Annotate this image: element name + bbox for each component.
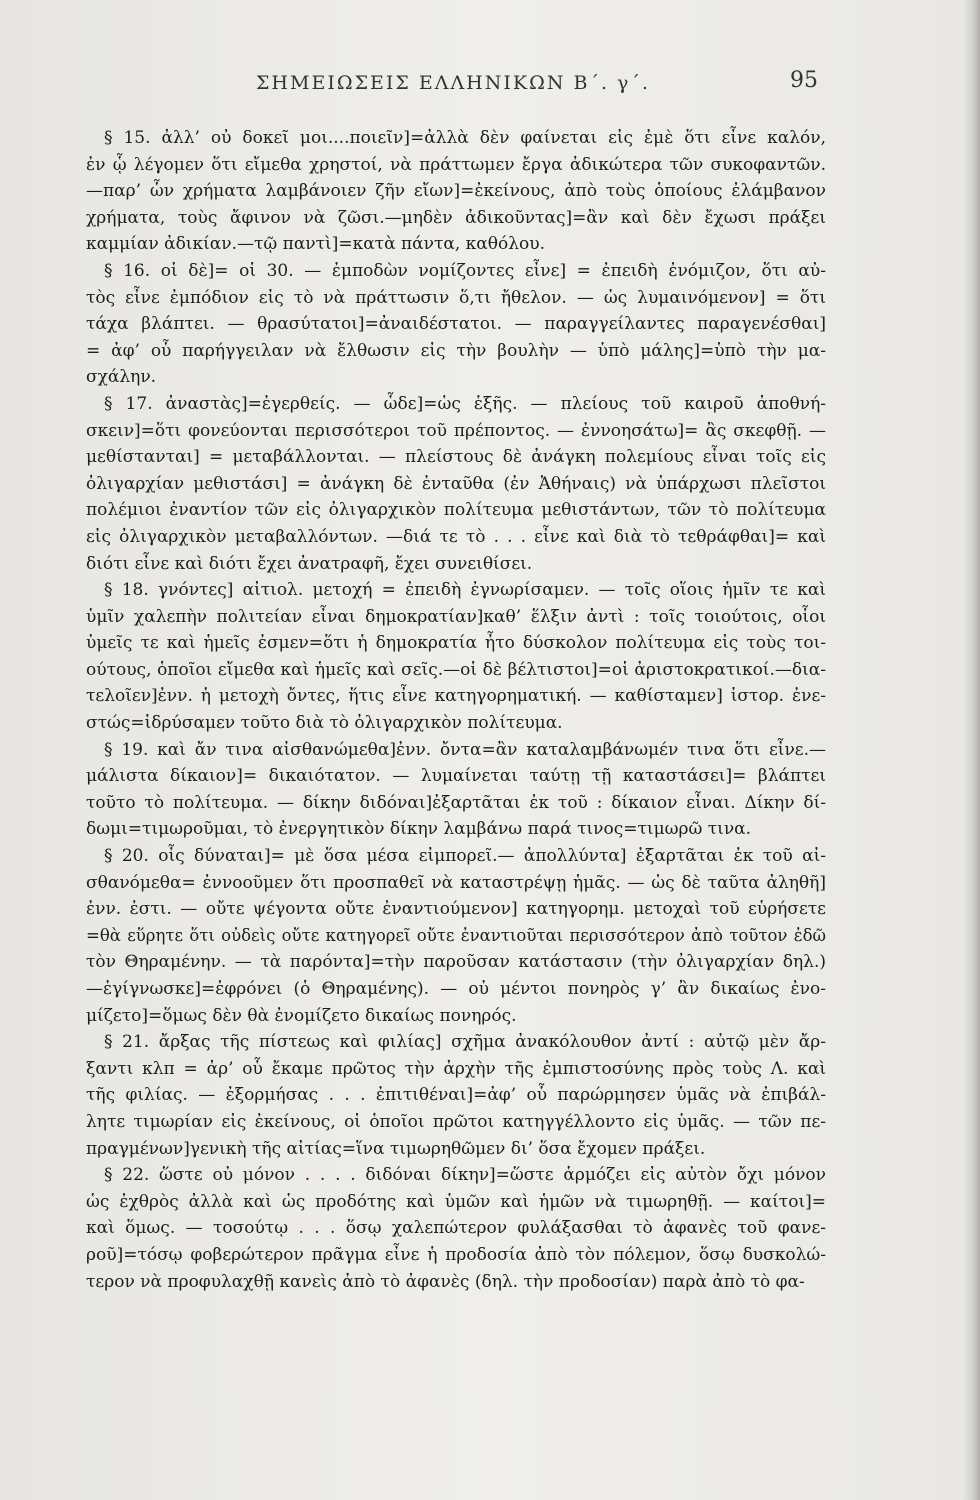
- text-line: τάχα βλάπτει. — θρασύτατοι]=ἀναιδέστατοι. — παραγγείλαντες παραγενέσθαι]: [86, 314, 826, 335]
- text-line: § 18. γνόντες] αἰτιολ. μετοχή = ἐπειδὴ ἐγνωρίσαμεν. — τοῖς οἵοις ἡμῖν τε καὶ: [104, 580, 826, 601]
- paragraph: [86, 391, 826, 577]
- text-line: § 16. οἱ δὲ]= οἱ 30. — ἐμποδὼν νομίζοντες εἶνε] = ἐπειδὴ ἐνόμιζον, ὅτι αὐ-: [104, 260, 826, 281]
- page-header: [86, 68, 826, 108]
- text-line: ούτους, ὁποῖοι εἴμεθα καὶ ἡμεῖς καὶ σεῖς.—οἱ δὲ βέλτιστοι]=οἱ ἀριστοκρατικοί.—δια-: [86, 659, 826, 680]
- text-line: μεθίστανται] = μεταβάλλονται. — πλείστους δὲ ἀνάγκη πολεμίους εἶναι τοῖς εἰς: [86, 447, 826, 468]
- text-line: χρήματα, τοὺς ἄφινον νὰ ζῶσι.—μηδὲν ἀδικοῦντας]=ἂν καὶ δὲν ἔχωσι πράξει: [86, 207, 826, 228]
- text-line: ἐνν. ἐστι. — οὔτε ψέγοντα οὔτε ἐναντιούμενον] κατηγορημ. μετοχαὶ τοῦ εὑρήσετε: [86, 899, 826, 920]
- text-line: ροῦ]=τόσῳ φοβερώτερον πρᾶγμα εἶνε ἡ προδοσία ἀπὸ τὸν πόλεμον, ὅσῳ δυσκολώ-: [86, 1244, 826, 1265]
- text-line: § 17. ἀναστὰς]=ἐγερθείς. — ὧδε]=ὡς ἑξῆς. — πλείους τοῦ καιροῦ ἀποθνή-: [104, 393, 826, 414]
- text-line: μίζετο]=ὅμως δὲν θὰ ἐνομίζετο δικαίως πονηρός.: [86, 1005, 517, 1026]
- running-title: ΣΗΜΕΙΩΣΕΙΣ ΕΛΛΗΝΙΚΩΝ Β΄. γ΄.: [256, 72, 650, 94]
- text-line: § 19. καὶ ἄν τινα αἰσθανώμεθα]ἐνν. ὄντα=ἂν καταλαμβάνωμέν τινα ὅτι εἶνε.—: [104, 739, 826, 760]
- paragraph: [86, 737, 826, 843]
- paragraph: [86, 843, 826, 1029]
- text-line: λητε τιμωρίαν εἰς ἐκείνους, οἱ ὁποῖοι πρῶτοι κατηγγέλλοντο εἰς ὑμᾶς. — τῶν πε-: [86, 1111, 826, 1132]
- text-line: =θὰ εὕρητε ὅτι οὐδεὶς οὔτε κατηγορεῖ οὔτε ἐναντιοῦται περισσότερον ἀπὸ τοῦτον ἐδῶ: [86, 925, 826, 945]
- text-line: ὡς ἐχθρὸς ἀλλὰ καὶ ὡς προδότης καὶ ὑμῶν καὶ ἡμῶν νὰ τιμωρηθῇ. — καίτοι]=: [86, 1191, 826, 1212]
- paragraph: [86, 1029, 826, 1162]
- paragraph: [86, 125, 826, 258]
- text-line: τῆς φιλίας. — ἐξορμήσας . . . ἐπιτιθέναι]=ἀφ’ οὗ παρώρμησεν ὑμᾶς νὰ ἐπιβάλ-: [86, 1085, 826, 1106]
- text-line: τερον νὰ προφυλαχθῇ κανεὶς ἀπὸ τὸ ἀφανὲς (δηλ. τὴν προδοσίαν) παρὰ ἀπὸ τὸ φα-: [86, 1271, 805, 1292]
- text-line: τὸς εἶνε ἐμπόδιον εἰς τὸ νὰ πράττωσιν ὅ,τι ἤθελον. — ὡς λυμαινόμενον] = ὅτι: [86, 287, 826, 308]
- text-line: § 21. ἄρξας τῆς πίστεως καὶ φιλίας] σχῆμα ἀνακόλουθον ἀντί : αὐτῷ μὲν ἄρ-: [104, 1032, 826, 1053]
- text-line: ὀλιγαρχίαν μεθιστάσι] = ἀνάγκη δὲ ἐνταῦθα (ἐν Ἀθήναις) νὰ ὑπάρχωσι πλεῖστοι: [86, 473, 826, 494]
- text-line: τοῦτο τὸ πολίτευμα. — δίκην διδόναι]ἐξαρτᾶται ἐκ τοῦ : δίκαιον εἶναι. Δίκην δί-: [86, 792, 826, 813]
- text-line: ξαντι κλπ = ἀρ’ οὗ ἔκαμε πρῶτος τὴν ἀρχὴν τῆς ἐμπιστοσύνης πρὸς τοὺς Λ. καὶ: [86, 1058, 826, 1079]
- text-line: § 20. οἷς δύναται]= μὲ ὅσα μέσα εἰμπορεῖ.— ἀπολλύντα] ἐξαρτᾶται ἐκ τοῦ αἰ-: [104, 846, 826, 867]
- text-line: στώς=ἱδρύσαμεν τοῦτο διὰ τὸ ὀλιγαρχικὸν πολίτευμα.: [86, 713, 563, 734]
- text-line: σχάλην.: [86, 367, 157, 388]
- text-line: = ἀφ’ οὗ παρήγγειλαν νὰ ἔλθωσιν εἰς τὴν βουλὴν — ὑπὸ μάλης]=ὑπὸ τὴν μα-: [86, 340, 826, 361]
- text-line: ὑμῖν χαλεπὴν πολιτείαν εἶναι δημοκρατίαν]καθ’ ἕλξιν ἀντὶ : τοῖς τοιούτοις, οἷοι: [86, 606, 826, 627]
- text-line: τελοῖεν]ἐνν. ἡ μετοχὴ ὄντες, ἥτις εἶνε κατηγορηματική. — καθίσταμεν] ἱστορ. ἐνε-: [86, 686, 826, 707]
- commentary-text: [86, 125, 826, 1295]
- text-line: μάλιστα δίκαιον]= δικαιότατον. — λυμαίνεται ταύτῃ τῇ καταστάσει]= βλάπτει: [86, 766, 826, 787]
- text-line: σθανόμεθα= ἐννοοῦμεν ὅτι προσπαθεῖ νὰ καταστρέψῃ ἡμᾶς. — ὡς δὲ ταῦτα ἀληθῆ]: [86, 872, 826, 893]
- text-line: σκειν]=ὅτι φονεύονται περισσότεροι τοῦ πρέποντος. — ἐννοησάτω]= ἂς σκεφθῇ. —: [86, 420, 826, 441]
- text-line: πραγμένων]γενικὴ τῆς αἰτίας=ἵνα τιμωρηθῶμεν δι’ ὅσα ἔχομεν πράξει.: [86, 1138, 706, 1159]
- text-line: διότι εἶνε καὶ διότι ἔχει ἀνατραφῆ, ἔχει συνειθίσει.: [86, 553, 533, 574]
- page-number: 95: [790, 68, 818, 93]
- paragraph: [86, 1162, 826, 1295]
- text-line: —ἐγίγνωσκε]=ἐφρόνει (ὁ Θηραμένης). — οὐ μέντοι πονηρὸς γ’ ἂν δικαίως ἐνο-: [86, 979, 826, 999]
- text-line: καὶ ὅμως. — τοσούτῳ . . . ὅσῳ χαλεπώτερον φυλάξασθαι τὸ ἀφανὲς τοῦ φανε-: [86, 1218, 826, 1239]
- text-line: ὑμεῖς τε καὶ ἡμεῖς ἐσμεν=ὅτι ἡ δημοκρατία ἦτο δύσκολον πολίτευμα εἰς τοὺς τοι-: [86, 633, 826, 654]
- page-edge-shadow: [962, 0, 980, 1500]
- text-line: ἐν ᾧ λέγομεν ὅτι εἴμεθα χρηστοί, νὰ πράττωμεν ἔργα ἀδικώτερα τῶν συκοφαντῶν.: [86, 154, 826, 175]
- text-line: τὸν Θηραμένην. — τὰ παρόντα]=τὴν παροῦσαν κατάστασιν (τὴν ὀλιγαρχίαν δηλ.): [86, 952, 826, 973]
- text-line: δωμι=τιμωροῦμαι, τὸ ἐνεργητικὸν δίκην λαμβάνω παρά τινος=τιμωρῶ τινα.: [86, 819, 752, 840]
- text-line: —παρ’ ὧν χρήματα λαμβάνοιεν ζῆν εἴων]=ἐκείνους, ἀπὸ τοὺς ὁποίους ἐλάμβανον: [86, 181, 826, 202]
- text-line: εἰς ὀλιγαρχικὸν μεταβαλλόντων. —διά τε τὸ . . . εἶνε καὶ διὰ τὸ τεθράφθαι]= καὶ: [86, 526, 826, 547]
- text-line: πολέμιοι ἐναντίον τῶν εἰς ὀλιγαρχικὸν πολίτευμα μεθιστάντων, τῶν τὸ πολίτευμα: [86, 500, 826, 521]
- text-line: § 15. ἀλλ’ οὐ δοκεῖ μοι....ποιεῖν]=ἀλλὰ δὲν φαίνεται εἰς ἐμὲ ὅτι εἶνε καλόν,: [104, 128, 826, 148]
- text-line: καμμίαν ἀδικίαν.—τῷ παντὶ]=κατὰ πάντα, καθόλου.: [86, 234, 545, 255]
- paragraph: [86, 577, 826, 737]
- paragraph: [86, 258, 826, 391]
- text-line: § 22. ὥστε οὐ μόνον . . . . διδόναι δίκην]=ὥστε ἁρμόζει εἰς αὐτὸν ὄχι μόνον: [104, 1165, 826, 1186]
